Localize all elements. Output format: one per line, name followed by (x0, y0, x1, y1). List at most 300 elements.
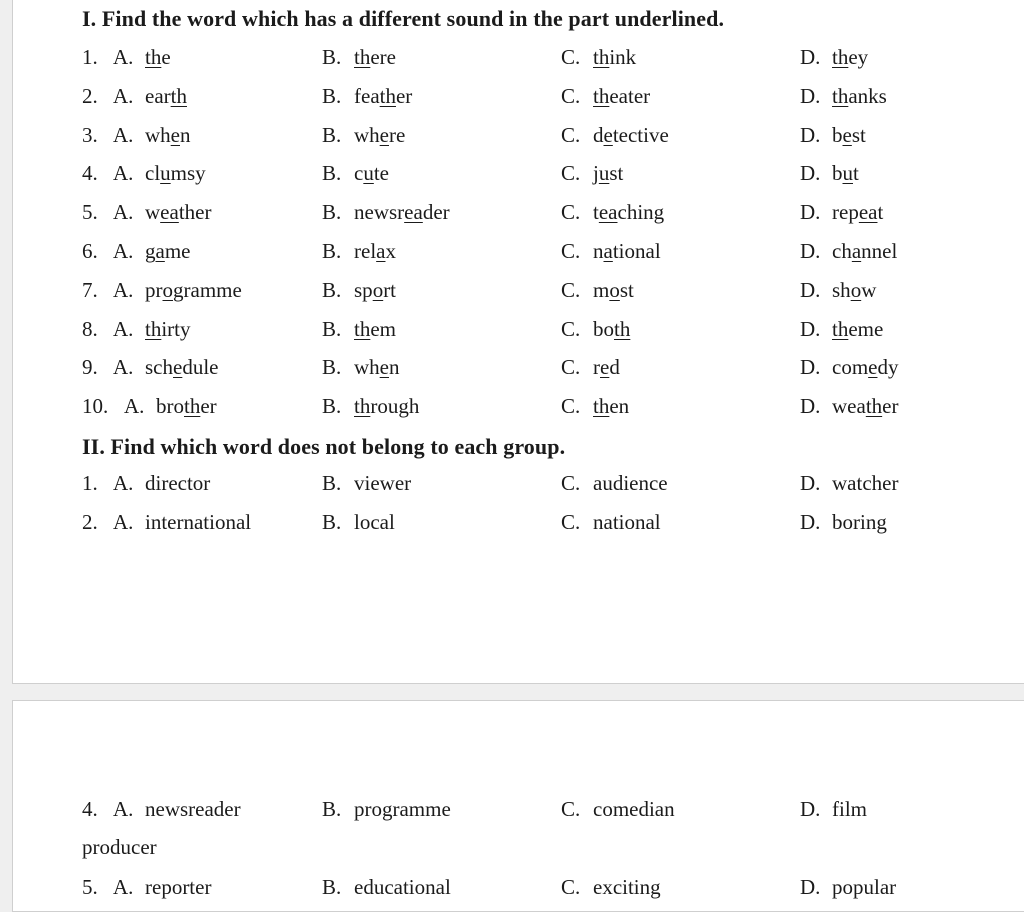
option-c (561, 797, 675, 822)
option-c (561, 510, 661, 535)
question-number: 3. (82, 122, 98, 147)
question-row (0, 510, 1024, 544)
wrapped-word: producer (82, 835, 157, 859)
option-word (593, 394, 629, 418)
underlined-part: th (593, 45, 610, 69)
option-a (113, 797, 241, 822)
option-c (561, 278, 634, 303)
question-row (0, 875, 1024, 909)
option-a (113, 161, 206, 186)
option-letter: D. (800, 355, 821, 380)
option-word (832, 161, 859, 185)
underlined-part: th (184, 394, 201, 419)
option-d (800, 239, 897, 264)
option-letter: B. (322, 45, 342, 69)
question-number: 5. (82, 875, 98, 899)
option-word: programme (354, 797, 451, 821)
underlined-part: th (832, 45, 849, 69)
question-number: 1. (82, 471, 98, 495)
underlined-part: th (354, 316, 371, 341)
option-word (593, 239, 661, 263)
option-word (832, 45, 868, 69)
underlined-part: o (850, 277, 862, 302)
option-b (322, 317, 396, 342)
option-c (561, 471, 668, 496)
option-letter: D. (800, 239, 821, 263)
word-part: tional (612, 239, 661, 263)
question-row (0, 394, 1024, 428)
question-row (0, 278, 1024, 312)
word-part: rel (354, 239, 377, 263)
option-letter: B. (322, 394, 342, 419)
option-letter: A. (113, 471, 134, 495)
option-word (593, 45, 636, 69)
word-part: me (164, 239, 191, 263)
option-letter: A. (124, 394, 145, 419)
option-letter: D. (800, 277, 821, 302)
option-letter: A. (113, 797, 134, 821)
word-part: sp (354, 277, 373, 302)
question-row (0, 317, 1024, 351)
word-part: r (593, 355, 600, 380)
word-part: m (593, 277, 610, 302)
word-part: ear (145, 83, 171, 108)
option-word (593, 161, 623, 185)
underlined-part: u (160, 161, 171, 186)
option-letter: D. (800, 875, 821, 899)
question-number: 4. (82, 797, 98, 821)
option-letter: B. (322, 161, 342, 186)
option-c (561, 355, 620, 380)
option-a (113, 355, 218, 380)
option-word: comedian (593, 797, 675, 821)
option-letter: C. (561, 355, 581, 380)
word-part: anks (848, 83, 887, 108)
option-letter: A. (113, 316, 134, 341)
question-number: 10. (82, 394, 109, 419)
option-b (322, 161, 389, 186)
option-letter: A. (113, 875, 134, 899)
underlined-part: ea (160, 200, 179, 225)
option-a (113, 510, 251, 535)
underlined-part: e (173, 355, 183, 380)
word-part: ere (370, 45, 396, 69)
word-part: er (882, 394, 899, 419)
option-d (800, 394, 898, 419)
option-b (322, 510, 395, 535)
underlined-part: ea (598, 200, 618, 225)
option-letter: A. (113, 355, 134, 380)
word-part: n (389, 355, 400, 380)
word-part: newsr (354, 200, 405, 225)
option-word (354, 84, 412, 108)
option-word (593, 84, 650, 108)
option-word (832, 394, 898, 418)
option-letter: C. (561, 316, 581, 341)
option-b (322, 239, 396, 264)
option-letter: C. (561, 45, 581, 69)
option-letter: A. (113, 45, 134, 69)
word-part: dy (877, 355, 899, 380)
option-b (322, 278, 396, 303)
word-part: te (373, 161, 389, 186)
option-b (322, 45, 396, 70)
option-letter: C. (561, 875, 581, 899)
option-b (322, 355, 400, 380)
underlined-part: u (842, 161, 853, 186)
option-letter: A. (113, 161, 134, 186)
option-word (593, 200, 664, 224)
option-d (800, 278, 876, 303)
question-number: 8. (82, 316, 98, 341)
question-row (0, 355, 1024, 389)
option-word (593, 278, 634, 302)
word-part: st (619, 277, 634, 302)
option-b (322, 471, 411, 496)
option-a (113, 45, 171, 70)
option-word (354, 317, 396, 341)
word-part: wea (832, 394, 866, 419)
option-word (354, 45, 396, 69)
option-d (800, 84, 887, 109)
underlined-part: th (379, 83, 396, 108)
option-word (832, 355, 898, 379)
option-letter: C. (561, 161, 581, 186)
option-letter: B. (322, 509, 342, 534)
option-letter: A. (113, 200, 134, 225)
option-word (145, 355, 218, 379)
option-letter: B. (322, 316, 342, 341)
underlined-part: e (842, 122, 852, 147)
word-part: dule (182, 355, 219, 380)
option-word (145, 200, 211, 224)
option-d (800, 875, 896, 900)
word-part: tective (612, 122, 669, 147)
option-d (800, 200, 883, 225)
option-word: watcher (832, 471, 899, 495)
question-row (0, 45, 1024, 79)
question-number: 5. (82, 200, 98, 225)
question-number: 7. (82, 277, 98, 302)
option-word (354, 278, 396, 302)
option-c (561, 123, 669, 148)
option-word (832, 317, 883, 341)
underlined-part: a (603, 239, 613, 263)
underlined-part: a (155, 239, 165, 263)
underlined-part: th (145, 316, 162, 341)
option-word (145, 45, 171, 69)
underlined-part: th (170, 83, 187, 108)
option-b (322, 797, 451, 822)
word-part: t (877, 200, 884, 225)
word-part: n (180, 122, 191, 147)
word-part: wh (354, 122, 380, 147)
word-part: x (385, 239, 396, 263)
question-number: 9. (82, 355, 98, 380)
option-word (593, 317, 630, 341)
word-part: ey (848, 45, 869, 69)
option-letter: C. (561, 394, 581, 419)
option-letter: D. (800, 509, 821, 534)
word-part: ch (832, 239, 852, 263)
underlined-part: th (832, 83, 849, 108)
option-word (832, 84, 887, 108)
question-row (0, 239, 1024, 273)
option-a (124, 394, 217, 419)
option-word: local (354, 509, 395, 534)
option-letter: B. (322, 239, 342, 263)
word-part: re (389, 122, 406, 147)
option-letter: C. (561, 509, 581, 534)
underlined-part: e (868, 355, 878, 380)
word-part: irty (161, 316, 191, 341)
option-letter: C. (561, 200, 581, 225)
option-word (354, 123, 405, 147)
option-a (113, 471, 210, 496)
word-part: t (593, 200, 599, 225)
section-1-heading: I. Find the word which has a different sound in the part underlined. (82, 6, 725, 31)
option-c (561, 200, 664, 225)
option-a (113, 278, 242, 303)
word-part: rt (383, 277, 397, 302)
option-letter: B. (322, 355, 342, 380)
word-part: cl (145, 161, 161, 186)
option-letter: D. (800, 316, 821, 341)
word-part: gramme (173, 277, 242, 302)
option-a (113, 84, 187, 109)
option-word: viewer (354, 471, 412, 495)
word-part: st (851, 122, 866, 147)
option-letter: B. (322, 797, 342, 821)
option-letter: C. (561, 83, 581, 108)
word-part: b (832, 161, 843, 186)
option-word: boring (832, 509, 887, 534)
word-part: n (593, 239, 604, 263)
underlined-part: o (162, 277, 173, 302)
word-part: rep (832, 200, 859, 225)
option-word (832, 200, 883, 224)
option-letter: C. (561, 277, 581, 302)
word-part: b (832, 122, 843, 147)
underlined-part: a (376, 239, 386, 263)
question-row (0, 161, 1024, 195)
option-word (145, 239, 190, 263)
word-part: c (354, 161, 364, 186)
option-letter: C. (561, 122, 581, 147)
word-part: d (593, 122, 604, 147)
option-word (145, 84, 187, 108)
option-letter: B. (322, 122, 342, 147)
option-word: film (832, 797, 867, 821)
option-c (561, 239, 661, 264)
option-a (113, 317, 191, 342)
option-d (800, 317, 883, 342)
word-part: e (161, 45, 171, 69)
option-letter: A. (113, 509, 134, 534)
word-part: d (609, 355, 620, 380)
word-part: bro (156, 394, 184, 419)
underlined-part: th (865, 394, 883, 419)
option-letter: A. (113, 277, 134, 302)
option-word (354, 200, 450, 224)
word-part: der (422, 200, 450, 225)
underlined-part: e (603, 122, 613, 147)
option-word: exciting (593, 875, 661, 899)
word-part: fea (354, 83, 380, 108)
option-b (322, 200, 450, 225)
option-letter: A. (113, 239, 134, 263)
word-part: com (832, 355, 869, 380)
underlined-part: ea (858, 200, 878, 225)
word-part: wh (354, 355, 380, 380)
option-d (800, 510, 887, 535)
option-b (322, 394, 419, 419)
underlined-part: e (600, 355, 610, 380)
word-part: ching (617, 200, 665, 225)
word-part: em (370, 316, 396, 341)
option-c (561, 317, 630, 342)
word-part: j (593, 161, 599, 186)
option-word (145, 317, 191, 341)
option-d (800, 355, 898, 380)
option-word: newsreader (145, 797, 241, 821)
option-word (145, 278, 242, 302)
word-part: eater (609, 83, 651, 108)
question-row (0, 84, 1024, 118)
option-word (354, 394, 419, 418)
option-letter: C. (561, 239, 581, 263)
option-word (832, 123, 866, 147)
option-d (800, 161, 859, 186)
option-word: international (145, 509, 252, 534)
option-letter: D. (800, 471, 821, 495)
option-word (145, 123, 191, 147)
word-part: ther (178, 200, 212, 225)
option-letter: D. (800, 83, 821, 108)
option-word (145, 161, 206, 185)
word-part: msy (170, 161, 206, 186)
option-word: audience (593, 471, 668, 495)
underlined-part: e (170, 122, 180, 147)
option-c (561, 161, 623, 186)
option-letter: D. (800, 45, 821, 69)
option-word (354, 161, 389, 185)
option-word: popular (832, 875, 897, 899)
question-number: 4. (82, 161, 98, 186)
question-row (0, 471, 1024, 505)
underlined-part: th (593, 394, 610, 419)
option-d (800, 123, 866, 148)
option-c (561, 875, 661, 900)
underlined-part: th (354, 45, 371, 69)
word-part: er (395, 83, 413, 108)
underlined-part: e (379, 355, 389, 380)
option-letter: D. (800, 161, 821, 186)
option-word (593, 355, 620, 379)
option-letter: D. (800, 200, 821, 225)
option-b (322, 875, 451, 900)
underlined-part: u (363, 161, 374, 186)
option-d (800, 45, 868, 70)
option-a (113, 200, 211, 225)
underlined-part: ea (404, 200, 423, 225)
option-word (156, 394, 217, 418)
option-word (354, 355, 400, 379)
option-letter: D. (800, 797, 821, 821)
option-letter: A. (113, 122, 134, 147)
option-word: reporter (145, 875, 212, 899)
option-c (561, 394, 629, 419)
underlined-part: o (372, 277, 384, 302)
question-number: 2. (82, 83, 98, 108)
word-part: ink (609, 45, 637, 69)
option-d (800, 471, 898, 496)
word-part: w (861, 277, 877, 302)
word-part: sch (145, 355, 173, 380)
option-letter: D. (800, 394, 821, 419)
option-word (354, 239, 396, 263)
option-letter: A. (113, 83, 134, 108)
word-part: rough (370, 394, 420, 419)
underlined-part: th (145, 45, 162, 69)
word-part: er (200, 394, 217, 419)
underlined-part: u (598, 161, 610, 186)
underlined-part: th (593, 83, 610, 108)
question-row (0, 797, 1024, 831)
option-word: national (593, 509, 661, 534)
word-part: pr (145, 277, 163, 302)
option-word (832, 239, 897, 263)
word-part: eme (848, 316, 884, 341)
underlined-part: th (354, 394, 371, 419)
option-c (561, 84, 650, 109)
question-row (0, 123, 1024, 157)
section-2-heading: II. Find which word does not belong to each group. (82, 434, 566, 459)
word-part: w (145, 200, 161, 225)
word-part: g (145, 239, 156, 263)
underlined-part: th (832, 316, 849, 341)
question-number: 1. (82, 45, 98, 69)
question-row (0, 200, 1024, 234)
option-letter: D. (800, 122, 821, 147)
question-number: 2. (82, 509, 98, 534)
option-word: director (145, 471, 211, 495)
option-letter: B. (322, 471, 342, 495)
question-number: 6. (82, 239, 98, 263)
option-a (113, 123, 191, 148)
option-a (113, 875, 211, 900)
word-part: t (853, 161, 859, 186)
option-word (593, 123, 669, 147)
option-word (832, 278, 876, 302)
option-letter: C. (561, 797, 581, 821)
word-part: nnel (861, 239, 898, 263)
word-part: en (609, 394, 630, 419)
word-part: bo (593, 316, 614, 341)
option-letter: C. (561, 471, 581, 495)
underlined-part: a (851, 239, 862, 263)
option-b (322, 84, 412, 109)
option-letter: B. (322, 875, 342, 899)
option-letter: B. (322, 200, 342, 225)
underlined-part: th (614, 316, 631, 341)
underlined-part: o (609, 277, 620, 302)
option-letter: B. (322, 83, 342, 108)
option-word: educational (354, 875, 451, 899)
word-part: st (609, 161, 624, 186)
word-part: sh (832, 277, 851, 302)
option-letter: B. (322, 277, 342, 302)
